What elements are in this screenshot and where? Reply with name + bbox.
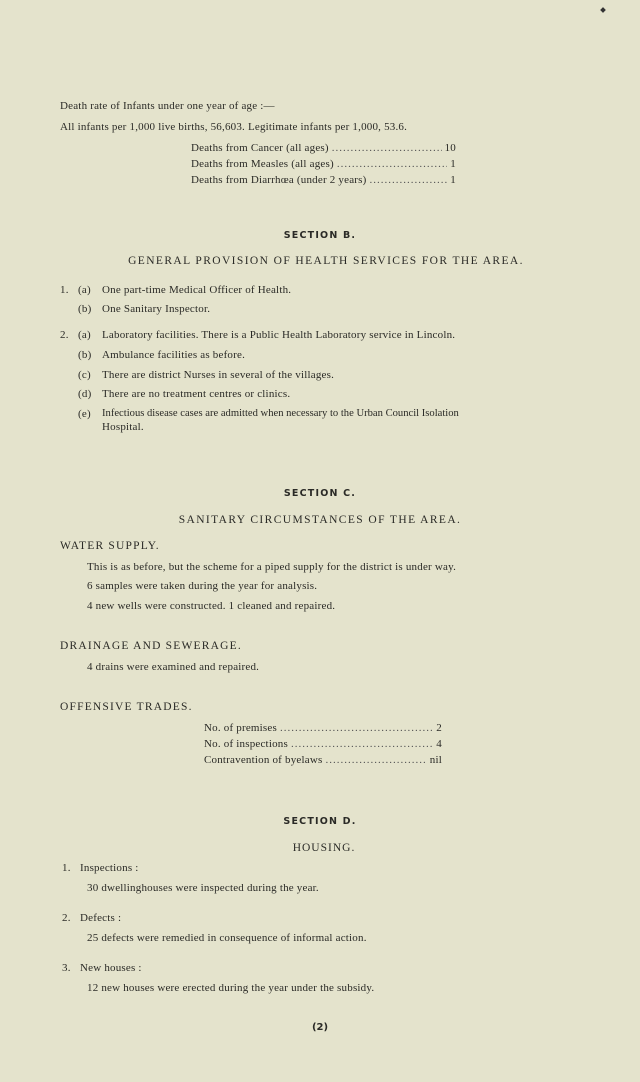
item-text: There are district Nurses in several of the villages. — [102, 369, 335, 381]
item-number: 2. — [60, 329, 69, 341]
section-c-heading: SECTION C. — [283, 488, 357, 499]
housing-item-number: 2. — [62, 912, 71, 924]
section-b-title: GENERAL PROVISION OF HEALTH SERVICES FOR THE AREA. — [128, 255, 524, 267]
item-letter: (c) — [78, 369, 91, 381]
water-line: This is as before, but the scheme for a piped supply for the district is under way. — [87, 561, 457, 573]
item-letter: (b) — [78, 349, 92, 361]
item-text: One part-time Medical Officer of Health. — [102, 284, 292, 296]
item-text-continuation: Hospital. — [102, 421, 144, 433]
offensive-value: nil — [429, 754, 442, 766]
offensive-row — [204, 722, 442, 734]
drainage-line: 4 drains were examined and repaired. — [87, 661, 260, 673]
infant-death-rate-heading: Death rate of Infants under one year of age :— — [60, 100, 275, 112]
housing-item-number: 1. — [62, 862, 71, 874]
housing-item-number: 3. — [62, 962, 71, 974]
death-row — [191, 174, 456, 186]
offensive-trades-title: OFFENSIVE TRADES. — [60, 701, 193, 713]
leader-dots — [291, 738, 433, 750]
leader-dots — [370, 174, 448, 186]
water-line: 4 new wells were constructed. 1 cleaned and repaired. — [87, 600, 336, 612]
death-value: 1 — [450, 174, 456, 186]
item-letter: (a) — [78, 329, 91, 341]
death-row — [191, 142, 456, 154]
item-letter: (a) — [78, 284, 91, 296]
leader-dots — [332, 142, 442, 154]
item-letter: (d) — [78, 388, 92, 400]
death-label: Deaths from Cancer (all ages) — [191, 142, 329, 154]
section-d-heading: SECTION D. — [283, 816, 357, 827]
item-text: Infectious disease cases are admitted when necessary to the Urban Council Isolation — [102, 408, 459, 419]
item-number: 1. — [60, 284, 69, 296]
drainage-title: DRAINAGE AND SEWERAGE. — [60, 640, 242, 652]
death-label: Deaths from Measles (all ages) — [191, 158, 334, 170]
leader-dots — [337, 158, 447, 170]
section-d-title: HOUSING. — [292, 842, 356, 854]
offensive-label: No. of inspections — [204, 738, 288, 750]
section-b-heading: SECTION B. — [283, 230, 357, 241]
offensive-row — [204, 754, 442, 766]
death-value: 10 — [444, 142, 456, 154]
offensive-label: No. of premises — [204, 722, 277, 734]
death-label: Deaths from Diarrhœa (under 2 years) — [191, 174, 367, 186]
item-letter: (e) — [78, 408, 91, 420]
housing-item-text: 12 new houses were erected during the year under the subsidy. — [87, 982, 375, 994]
section-c-title: SANITARY CIRCUMSTANCES OF THE AREA. — [178, 514, 462, 526]
water-line: 6 samples were taken during the year for analysis. — [87, 580, 318, 592]
item-text: One Sanitary Inspector. — [102, 303, 211, 315]
housing-item-label: Defects : — [80, 912, 122, 924]
death-value: 1 — [450, 158, 456, 170]
leader-dots — [280, 722, 433, 734]
housing-item-text: 30 dwellinghouses were inspected during the year. — [87, 882, 319, 894]
offensive-row — [204, 738, 442, 750]
corner-mark — [600, 7, 606, 13]
offensive-value: 4 — [436, 738, 442, 750]
item-text: There are no treatment centres or clinics. — [102, 388, 291, 400]
water-supply-title: WATER SUPPLY. — [60, 540, 160, 552]
infant-death-rate-line: All infants per 1,000 live births, 56,603. Legitimate infants per 1,000, 53.6. — [60, 121, 408, 133]
item-text: Ambulance facilities as before. — [102, 349, 246, 361]
offensive-value: 2 — [436, 722, 442, 734]
leader-dots — [325, 754, 426, 766]
item-letter: (b) — [78, 303, 92, 315]
page-number: (2) — [311, 1022, 329, 1033]
item-text: Laboratory facilities. There is a Public Health Laboratory service in Lincoln. — [102, 329, 456, 341]
death-row — [191, 158, 456, 170]
housing-item-label: New houses : — [80, 962, 142, 974]
housing-item-text: 25 defects were remedied in consequence of informal action. — [87, 932, 367, 944]
offensive-label: Contravention of byelaws — [204, 754, 323, 766]
housing-item-label: Inspections : — [80, 862, 139, 874]
